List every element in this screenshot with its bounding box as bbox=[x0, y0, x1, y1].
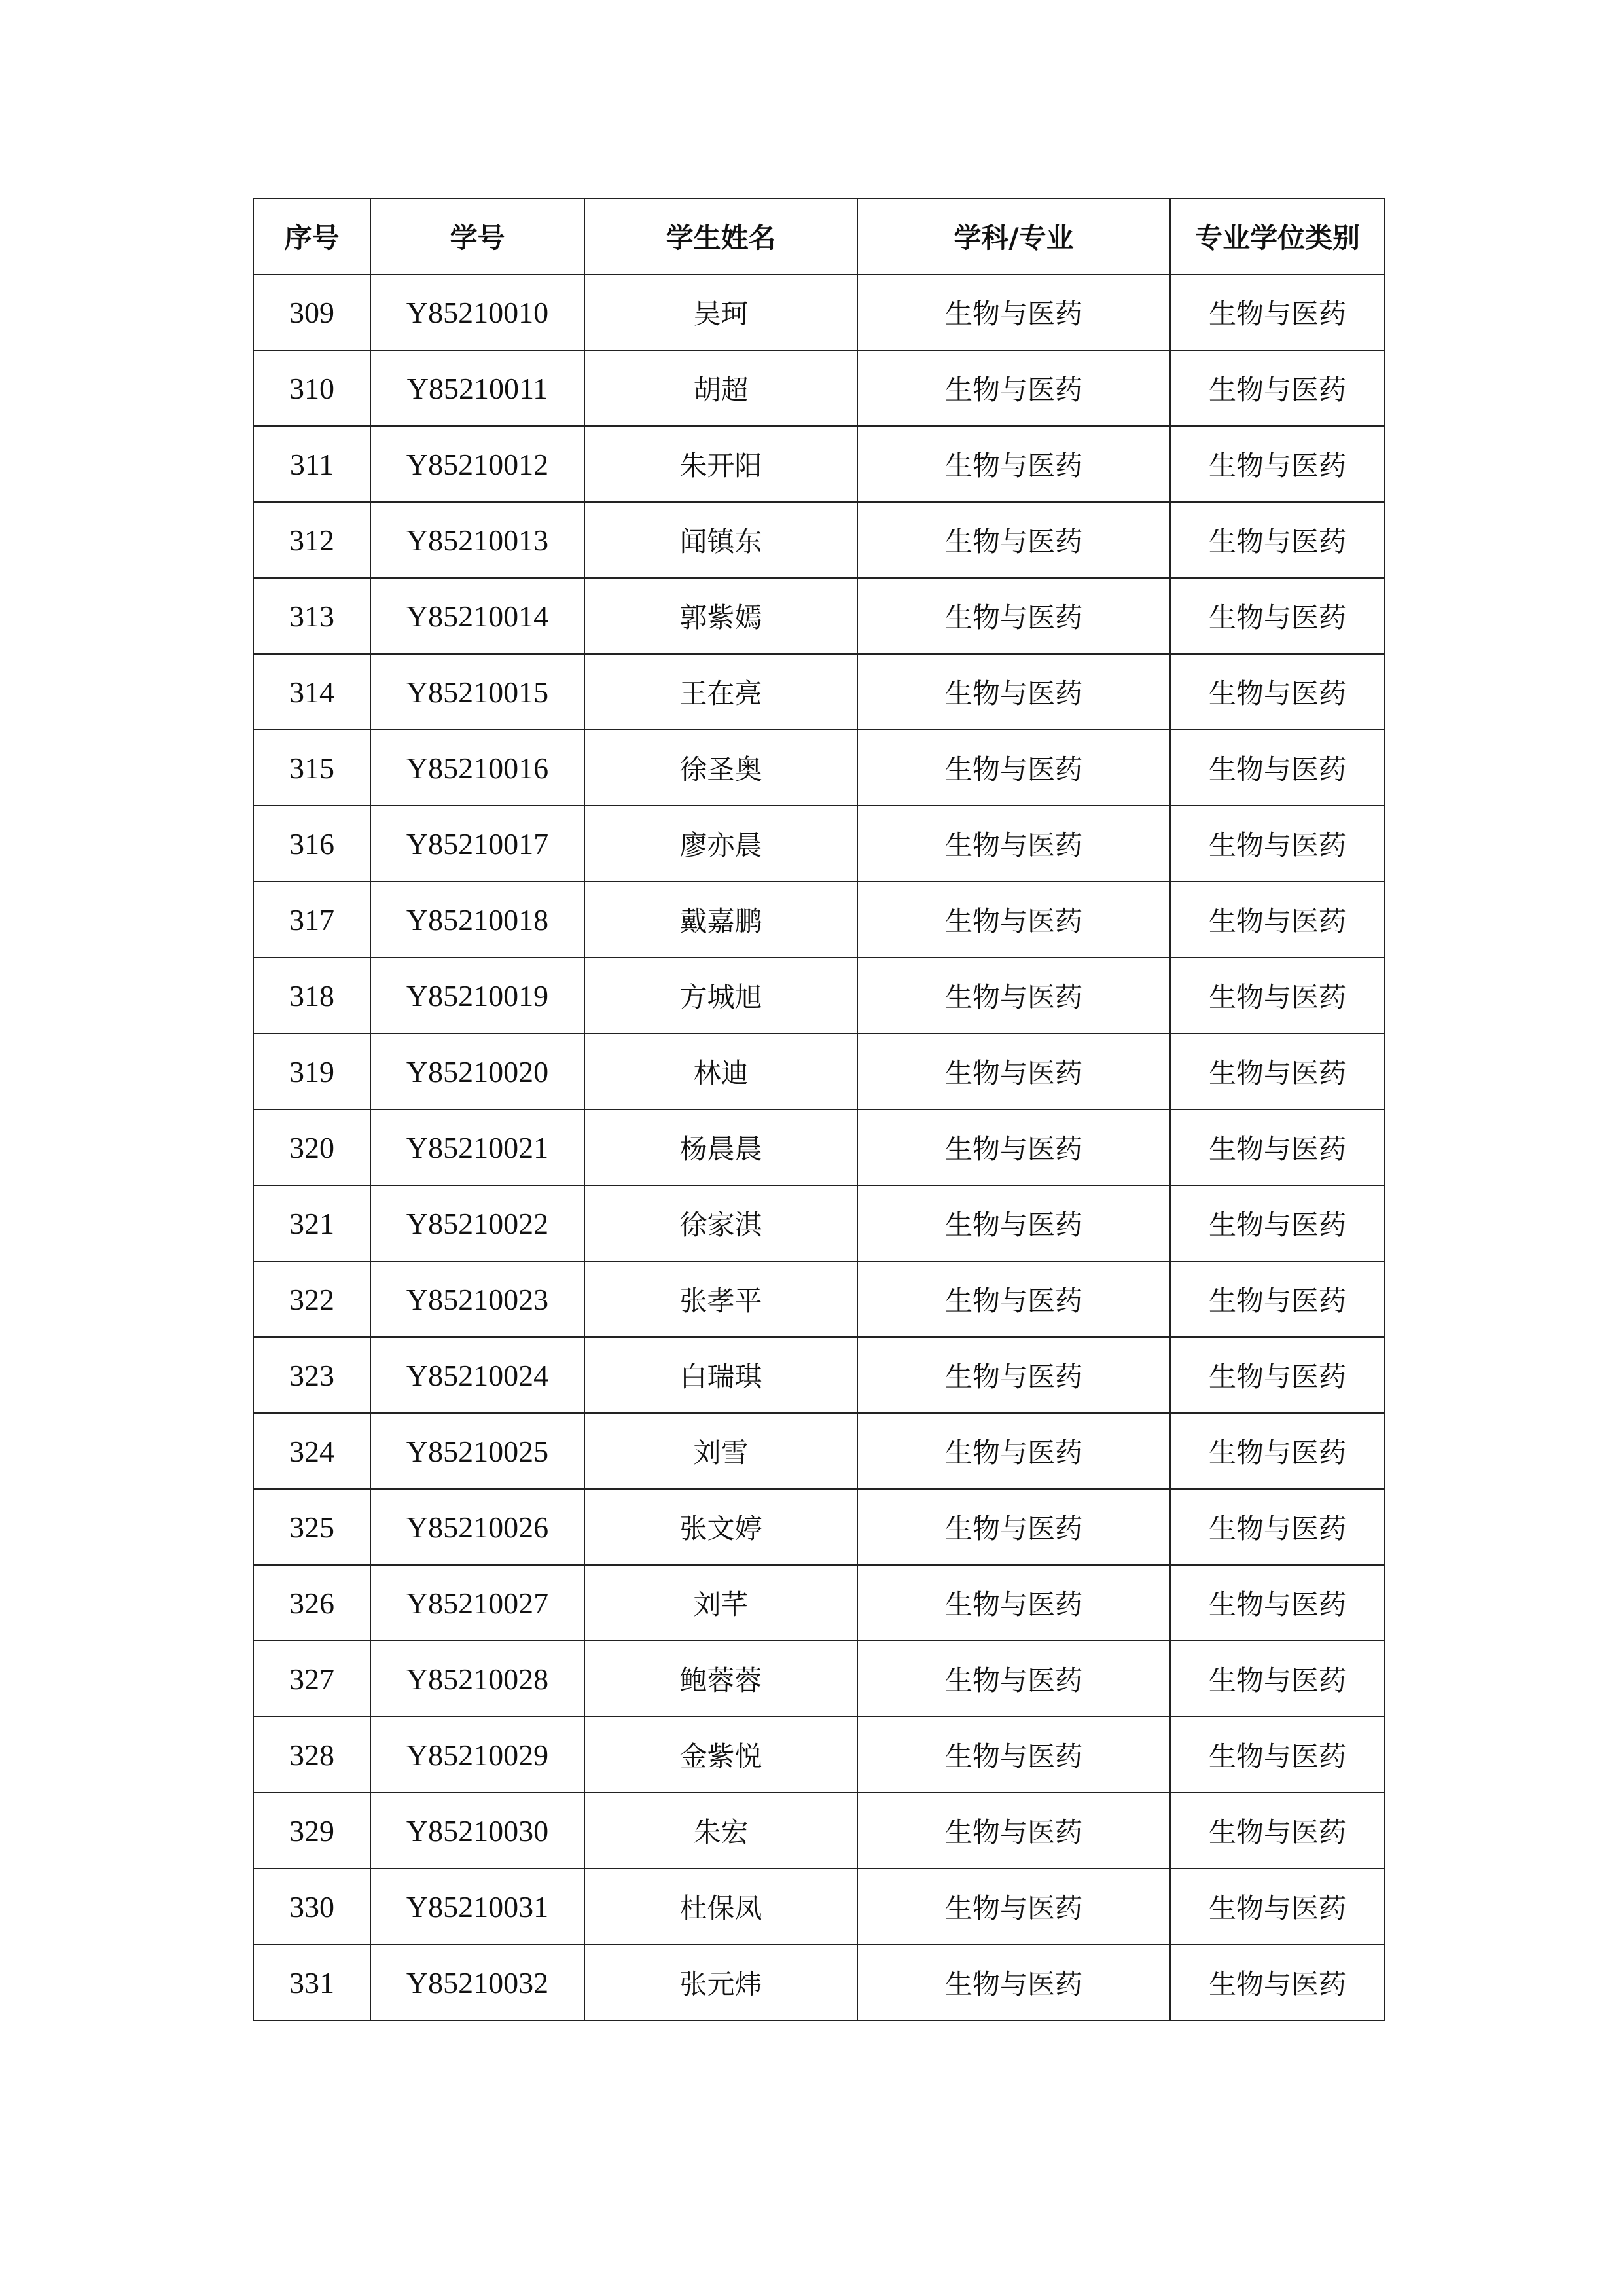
cell-discipline: 生物与医药 bbox=[857, 730, 1170, 806]
cell-degree-category: 生物与医药 bbox=[1170, 882, 1385, 958]
cell-student-id: Y85210021 bbox=[370, 1109, 584, 1185]
cell-discipline: 生物与医药 bbox=[857, 1717, 1170, 1793]
cell-student-id: Y85210023 bbox=[370, 1261, 584, 1337]
table-row bbox=[253, 1793, 1385, 1869]
table-row bbox=[253, 1641, 1385, 1717]
table-row bbox=[253, 1033, 1385, 1109]
cell-student-id: Y85210016 bbox=[370, 730, 584, 806]
cell-student-name: 鲍蓉蓉 bbox=[584, 1641, 857, 1717]
cell-degree-category: 生物与医药 bbox=[1170, 1109, 1385, 1185]
cell-discipline: 生物与医药 bbox=[857, 806, 1170, 882]
cell-discipline: 生物与医药 bbox=[857, 882, 1170, 958]
cell-student-id: Y85210020 bbox=[370, 1033, 584, 1109]
cell-degree-category: 生物与医药 bbox=[1170, 1489, 1385, 1565]
header-degree-category: 专业学位类别 bbox=[1170, 198, 1385, 274]
cell-student-id: Y85210027 bbox=[370, 1565, 584, 1641]
cell-student-name: 白瑞琪 bbox=[584, 1337, 857, 1413]
cell-student-id: Y85210029 bbox=[370, 1717, 584, 1793]
cell-index: 313 bbox=[253, 578, 370, 654]
cell-degree-category: 生物与医药 bbox=[1170, 1869, 1385, 1945]
cell-index: 326 bbox=[253, 1565, 370, 1641]
cell-student-name: 刘雪 bbox=[584, 1413, 857, 1489]
header-student-name: 学生姓名 bbox=[584, 198, 857, 274]
cell-discipline: 生物与医药 bbox=[857, 1565, 1170, 1641]
cell-index: 309 bbox=[253, 274, 370, 350]
cell-index: 325 bbox=[253, 1489, 370, 1565]
cell-discipline: 生物与医药 bbox=[857, 274, 1170, 350]
table-row bbox=[253, 958, 1385, 1033]
table-row bbox=[253, 1717, 1385, 1793]
cell-student-name: 方城旭 bbox=[584, 958, 857, 1033]
cell-degree-category: 生物与医药 bbox=[1170, 274, 1385, 350]
cell-student-id: Y85210013 bbox=[370, 502, 584, 578]
table-row bbox=[253, 1413, 1385, 1489]
table-row bbox=[253, 1945, 1385, 2020]
table-row bbox=[253, 578, 1385, 654]
table-row bbox=[253, 1261, 1385, 1337]
cell-degree-category: 生物与医药 bbox=[1170, 1717, 1385, 1793]
cell-discipline: 生物与医药 bbox=[857, 426, 1170, 502]
cell-discipline: 生物与医药 bbox=[857, 1337, 1170, 1413]
cell-degree-category: 生物与医药 bbox=[1170, 958, 1385, 1033]
table-row bbox=[253, 1869, 1385, 1945]
cell-student-name: 廖亦晨 bbox=[584, 806, 857, 882]
cell-degree-category: 生物与医药 bbox=[1170, 806, 1385, 882]
table-row bbox=[253, 882, 1385, 958]
cell-student-id: Y85210017 bbox=[370, 806, 584, 882]
cell-index: 316 bbox=[253, 806, 370, 882]
cell-index: 328 bbox=[253, 1717, 370, 1793]
cell-student-name: 郭紫嫣 bbox=[584, 578, 857, 654]
table-row bbox=[253, 1565, 1385, 1641]
cell-index: 331 bbox=[253, 1945, 370, 2020]
cell-degree-category: 生物与医药 bbox=[1170, 1033, 1385, 1109]
table-row bbox=[253, 1185, 1385, 1261]
cell-index: 317 bbox=[253, 882, 370, 958]
cell-degree-category: 生物与医药 bbox=[1170, 1641, 1385, 1717]
table-body bbox=[253, 274, 1385, 2020]
cell-discipline: 生物与医药 bbox=[857, 1413, 1170, 1489]
cell-degree-category: 生物与医药 bbox=[1170, 730, 1385, 806]
cell-student-name: 金紫悦 bbox=[584, 1717, 857, 1793]
cell-student-id: Y85210026 bbox=[370, 1489, 584, 1565]
cell-degree-category: 生物与医药 bbox=[1170, 654, 1385, 730]
cell-index: 312 bbox=[253, 502, 370, 578]
cell-student-name: 胡超 bbox=[584, 350, 857, 426]
cell-index: 324 bbox=[253, 1413, 370, 1489]
cell-discipline: 生物与医药 bbox=[857, 1261, 1170, 1337]
table-row bbox=[253, 1337, 1385, 1413]
cell-student-name: 闻镇东 bbox=[584, 502, 857, 578]
table-header-row bbox=[253, 198, 1385, 274]
cell-discipline: 生物与医药 bbox=[857, 1033, 1170, 1109]
cell-degree-category: 生物与医药 bbox=[1170, 1337, 1385, 1413]
cell-discipline: 生物与医药 bbox=[857, 1945, 1170, 2020]
cell-student-id: Y85210025 bbox=[370, 1413, 584, 1489]
table-row bbox=[253, 426, 1385, 502]
cell-student-name: 朱宏 bbox=[584, 1793, 857, 1869]
cell-index: 321 bbox=[253, 1185, 370, 1261]
cell-student-id: Y85210019 bbox=[370, 958, 584, 1033]
cell-discipline: 生物与医药 bbox=[857, 502, 1170, 578]
cell-discipline: 生物与医药 bbox=[857, 1489, 1170, 1565]
cell-student-name: 朱开阳 bbox=[584, 426, 857, 502]
cell-student-id: Y85210018 bbox=[370, 882, 584, 958]
cell-index: 330 bbox=[253, 1869, 370, 1945]
cell-discipline: 生物与医药 bbox=[857, 1109, 1170, 1185]
cell-student-id: Y85210028 bbox=[370, 1641, 584, 1717]
cell-index: 318 bbox=[253, 958, 370, 1033]
cell-student-name: 张文婷 bbox=[584, 1489, 857, 1565]
cell-index: 319 bbox=[253, 1033, 370, 1109]
cell-student-id: Y85210032 bbox=[370, 1945, 584, 2020]
table-row bbox=[253, 806, 1385, 882]
cell-degree-category: 生物与医药 bbox=[1170, 1261, 1385, 1337]
cell-degree-category: 生物与医药 bbox=[1170, 1413, 1385, 1489]
cell-index: 323 bbox=[253, 1337, 370, 1413]
cell-student-name: 吴珂 bbox=[584, 274, 857, 350]
cell-degree-category: 生物与医药 bbox=[1170, 426, 1385, 502]
cell-student-id: Y85210012 bbox=[370, 426, 584, 502]
cell-discipline: 生物与医药 bbox=[857, 578, 1170, 654]
cell-index: 310 bbox=[253, 350, 370, 426]
cell-degree-category: 生物与医药 bbox=[1170, 1565, 1385, 1641]
header-index: 序号 bbox=[253, 198, 370, 274]
cell-student-id: Y85210015 bbox=[370, 654, 584, 730]
cell-student-name: 刘芊 bbox=[584, 1565, 857, 1641]
table-row bbox=[253, 730, 1385, 806]
cell-student-name: 张元炜 bbox=[584, 1945, 857, 2020]
student-roster-table bbox=[253, 198, 1385, 2021]
cell-student-id: Y85210022 bbox=[370, 1185, 584, 1261]
cell-student-name: 林迪 bbox=[584, 1033, 857, 1109]
cell-index: 314 bbox=[253, 654, 370, 730]
cell-degree-category: 生物与医药 bbox=[1170, 1793, 1385, 1869]
cell-student-id: Y85210030 bbox=[370, 1793, 584, 1869]
cell-student-id: Y85210031 bbox=[370, 1869, 584, 1945]
cell-index: 327 bbox=[253, 1641, 370, 1717]
cell-student-name: 杨晨晨 bbox=[584, 1109, 857, 1185]
cell-degree-category: 生物与医药 bbox=[1170, 1185, 1385, 1261]
cell-degree-category: 生物与医药 bbox=[1170, 350, 1385, 426]
cell-student-id: Y85210024 bbox=[370, 1337, 584, 1413]
cell-discipline: 生物与医药 bbox=[857, 1185, 1170, 1261]
table-row bbox=[253, 1109, 1385, 1185]
cell-index: 311 bbox=[253, 426, 370, 502]
table-row bbox=[253, 1489, 1385, 1565]
cell-degree-category: 生物与医药 bbox=[1170, 1945, 1385, 2020]
cell-student-id: Y85210010 bbox=[370, 274, 584, 350]
cell-index: 320 bbox=[253, 1109, 370, 1185]
cell-discipline: 生物与医药 bbox=[857, 654, 1170, 730]
table-row bbox=[253, 350, 1385, 426]
cell-discipline: 生物与医药 bbox=[857, 958, 1170, 1033]
cell-degree-category: 生物与医药 bbox=[1170, 578, 1385, 654]
cell-student-name: 徐家淇 bbox=[584, 1185, 857, 1261]
table-row bbox=[253, 654, 1385, 730]
cell-student-id: Y85210011 bbox=[370, 350, 584, 426]
cell-student-name: 王在亮 bbox=[584, 654, 857, 730]
header-student-id: 学号 bbox=[370, 198, 584, 274]
cell-discipline: 生物与医药 bbox=[857, 1869, 1170, 1945]
cell-discipline: 生物与医药 bbox=[857, 350, 1170, 426]
cell-student-id: Y85210014 bbox=[370, 578, 584, 654]
cell-index: 329 bbox=[253, 1793, 370, 1869]
cell-degree-category: 生物与医药 bbox=[1170, 502, 1385, 578]
cell-student-name: 杜保凤 bbox=[584, 1869, 857, 1945]
cell-student-name: 张孝平 bbox=[584, 1261, 857, 1337]
table-row bbox=[253, 502, 1385, 578]
cell-student-name: 戴嘉鹏 bbox=[584, 882, 857, 958]
header-discipline: 学科/专业 bbox=[857, 198, 1170, 274]
cell-discipline: 生物与医药 bbox=[857, 1793, 1170, 1869]
cell-index: 322 bbox=[253, 1261, 370, 1337]
cell-index: 315 bbox=[253, 730, 370, 806]
table-row bbox=[253, 274, 1385, 350]
cell-student-name: 徐圣奥 bbox=[584, 730, 857, 806]
cell-discipline: 生物与医药 bbox=[857, 1641, 1170, 1717]
